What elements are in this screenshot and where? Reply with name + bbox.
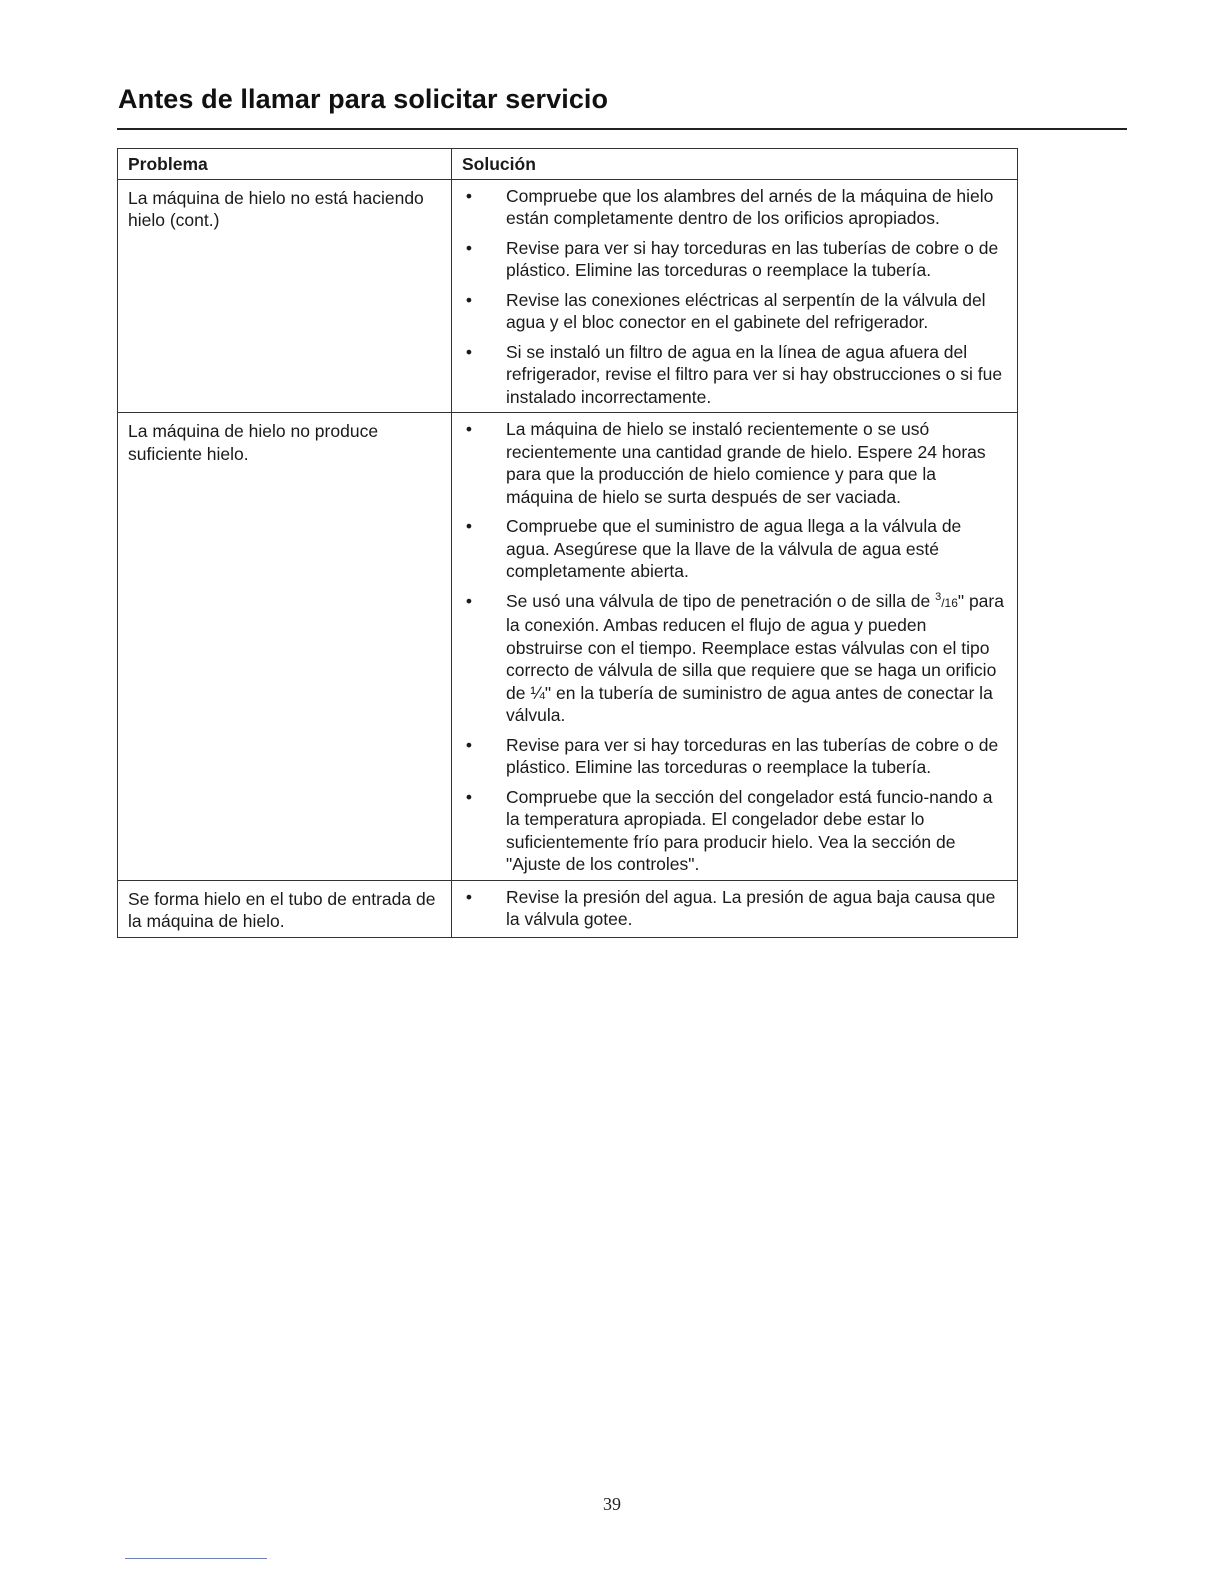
fraction-numerator: 3 [935,590,942,603]
solution-item [460,734,1007,779]
bullet-icon: • [465,734,473,755]
solution-cell [452,413,1018,881]
fraction-denominator: /16 [941,595,958,610]
bullet-icon: • [465,237,473,258]
solution-text: Compruebe que los alambres del arnés de la máquina de hielo están completamente dentro de los orificios apropiados. [506,185,994,228]
table-row [118,880,1018,937]
column-header-problem: Problema [118,149,452,180]
solution-list [460,418,1007,876]
bullet-icon: • [465,289,473,310]
page-number: 39 [603,1494,621,1514]
solution-item [460,289,1007,334]
solution-item [460,590,1007,727]
solution-item [460,341,1007,409]
solution-item [460,786,1007,876]
solution-text-before-fraction: Se usó una válvula de tipo de penetración o de silla de [506,590,931,611]
table-header-row [118,149,1018,180]
column-header-solution: Solución [452,149,1018,180]
solution-text: Compruebe que la sección del congelador está funcio-nando a la temperatura apropiada. El congelador debe estar lo suficientemente frío para producir hielo. Vea la sección de "Ajuste de los controles". [506,786,993,874]
bullet-icon: • [465,590,473,611]
bullet-icon: • [465,786,473,807]
solution-item [460,515,1007,583]
solution-text-after-fraction: " para la conexión. Ambas reducen el flujo de agua y pueden obstruirse con el tiempo. Reemplace estas válvulas con el tipo correcto de válvula de silla que requiere que se haga un orificio de ¼" en la tubería de suministro de agua antes de conectar la válvula. [506,590,1004,725]
solution-cell [452,179,1018,413]
bullet-icon: • [465,341,473,362]
bullet-icon: • [465,516,473,536]
troubleshooting-table [117,148,1018,938]
solution-text: Si se instaló un filtro de agua en la línea de agua afuera del refrigerador, revise el filtro para ver si hay obstrucciones o si fue instalado incorrectamente. [506,341,1003,407]
solution-text: Revise para ver si hay torceduras en las tuberías de cobre o de plástico. Elimine las torceduras o reemplace la tubería. [506,237,999,280]
solution-text: Revise la presión del agua. La presión de agua baja causa que la válvula gotee. [506,886,996,929]
bullet-icon: • [465,886,473,907]
solution-list [460,886,1007,931]
table-row [118,413,1018,881]
solution-cell [452,880,1018,937]
page-title: Antes de llamar para solicitar servicio [118,84,609,114]
bullet-icon: • [465,419,473,439]
solution-item [460,185,1007,230]
footer-rule [125,1558,267,1559]
solution-text: Revise para ver si hay torceduras en las tuberías de cobre o de plástico. Elimine las torceduras o reemplace la tubería. [506,734,999,777]
problem-cell: La máquina de hielo no está haciendo hielo (cont.) [118,179,452,413]
title-divider [117,128,1127,130]
table-row [118,179,1018,413]
problem-cell: Se forma hielo en el tubo de entrada de la máquina de hielo. [118,880,452,937]
problem-cell: La máquina de hielo no produce suficiente hielo. [118,413,452,881]
solution-item [460,418,1007,508]
solution-text: Revise las conexiones eléctricas al serpentín de la válvula del agua y el bloc conector en el gabinete del refrigerador. [506,289,986,332]
solution-text: Compruebe que el suministro de agua llega a la válvula de agua. Asegúrese que la llave de la válvula de agua esté completamente abierta. [506,516,962,581]
solution-item [460,886,1007,931]
solution-text [506,591,1004,726]
solution-item [460,237,1007,282]
bullet-icon: • [465,185,473,206]
solution-text: La máquina de hielo se instaló recientemente o se usó recientemente una cantidad grande de hielo. Espere 24 horas para que la producción de hielo comience y para que la máquina de hielo se surta después de ser vaciada. [506,419,986,507]
solution-list [460,185,1007,409]
